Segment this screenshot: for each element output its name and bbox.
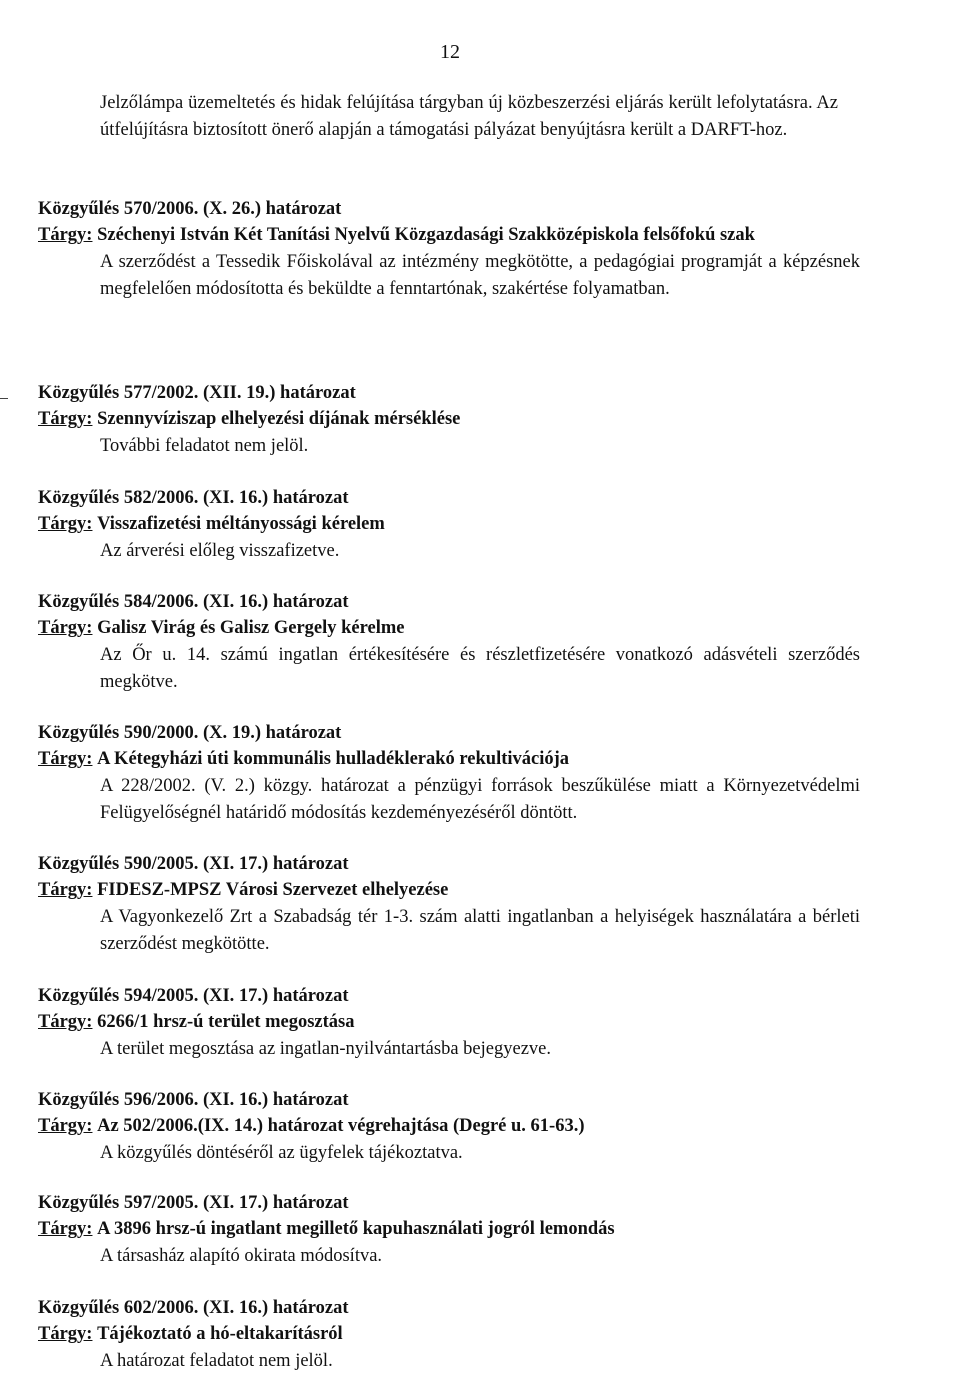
resolution-entry: [38, 485, 860, 565]
resolution-title: Közgyűlés 582/2006. (XI. 16.) határozat: [38, 488, 349, 508]
subject-label: Tárgy:: [38, 409, 93, 429]
resolution-subject: [38, 615, 860, 642]
resolution-subject: [38, 406, 860, 433]
resolution-title: Közgyűlés 602/2006. (XI. 16.) határozat: [38, 1298, 349, 1318]
resolution-body: További feladatot nem jelöl.: [100, 436, 309, 456]
resolution-subject: [38, 222, 860, 249]
resolution-title: Közgyűlés 570/2006. (X. 26.) határozat: [38, 199, 342, 219]
resolution-entry: [38, 983, 860, 1063]
resolution-title: Közgyűlés 590/2000. (X. 19.) határozat: [38, 723, 342, 743]
subject-label: Tárgy:: [38, 618, 93, 638]
resolution-body: Az árverési előleg visszafizetve.: [100, 541, 340, 561]
subject-text: Tájékoztató a hó-eltakarításról: [97, 1324, 343, 1344]
resolution-title: Közgyűlés 597/2005. (XI. 17.) határozat: [38, 1193, 349, 1213]
resolution-title: Közgyűlés 590/2005. (XI. 17.) határozat: [38, 854, 349, 874]
resolution-title: Közgyűlés 596/2006. (XI. 16.) határozat: [38, 1090, 349, 1110]
resolution-subject: [38, 1009, 860, 1036]
resolution-subject: [38, 1113, 860, 1140]
resolution-entry: [38, 1190, 860, 1270]
resolution-title: Közgyűlés 584/2006. (XI. 16.) határozat: [38, 592, 349, 612]
subject-text: Visszafizetési méltányossági kérelem: [97, 514, 385, 534]
subject-label: Tárgy:: [38, 880, 93, 900]
margin-mark: [0, 398, 8, 399]
resolution-body: A 228/2002. (V. 2.) közgy. határozat a pénzügyi források beszűkülése miatt a Környezetvédelmi Felügyelőségnél határidő módosítás kezdeményezéséről döntött.: [100, 776, 860, 823]
resolution-body: A társasház alapító okirata módosítva.: [100, 1246, 383, 1266]
subject-text: Szennyvíziszap elhelyezési díjának mérséklése: [97, 409, 461, 429]
subject-label: Tárgy:: [38, 1324, 93, 1344]
resolution-entry: [38, 720, 860, 827]
subject-label: Tárgy:: [38, 514, 93, 534]
resolution-title: Közgyűlés 594/2005. (XI. 17.) határozat: [38, 986, 349, 1006]
subject-text: A Kétegyházi úti kommunális hulladéklerakó rekultivációja: [97, 749, 570, 769]
subject-text: FIDESZ-MPSZ Városi Szervezet elhelyezése: [97, 880, 449, 900]
subject-text: Galisz Virág és Galisz Gergely kérelme: [97, 618, 405, 638]
resolution-entry: [38, 589, 860, 696]
subject-label: Tárgy:: [38, 1012, 93, 1032]
subject-text: 6266/1 hrsz-ú terület megosztása: [97, 1012, 355, 1032]
subject-text: A 3896 hrsz-ú ingatlant megillető kapuhasználati jogról lemondás: [97, 1219, 615, 1239]
resolution-body: A Vagyonkezelő Zrt a Szabadság tér 1-3. szám alatti ingatlanban a helyiségek használatára a bérleti szerződést megkötötte.: [100, 907, 860, 954]
resolution-entry: [38, 380, 860, 460]
resolution-body: A terület megosztása az ingatlan-nyilvántartásba bejegyezve.: [100, 1039, 552, 1059]
resolution-subject: [38, 1321, 860, 1348]
resolution-subject: [38, 1216, 860, 1243]
subject-label: Tárgy:: [38, 225, 93, 245]
resolution-entry: [38, 851, 860, 958]
resolution-subject: [38, 746, 860, 773]
resolution-subject: [38, 877, 860, 904]
subject-label: Tárgy:: [38, 749, 93, 769]
subject-text: Széchenyi István Két Tanítási Nyelvű Közgazdasági Szakközépiskola felsőfokú szak: [97, 225, 755, 245]
resolution-entry: [38, 1087, 860, 1167]
resolution-body: Az Őr u. 14. számú ingatlan értékesítésére és részletfizetésére vonatkozó adásvételi szerződés megkötve.: [100, 645, 860, 692]
subject-text: Az 502/2006.(IX. 14.) határozat végrehajtása (Degré u. 61-63.): [97, 1116, 585, 1136]
resolution-entry: [38, 1295, 860, 1375]
subject-label: Tárgy:: [38, 1116, 93, 1136]
resolution-subject: [38, 511, 860, 538]
resolution-body: A közgyűlés döntéséről az ügyfelek tájékoztatva.: [100, 1143, 463, 1163]
resolution-entry: [38, 196, 860, 303]
resolution-title: Közgyűlés 577/2002. (XII. 19.) határozat: [38, 383, 356, 403]
page-number: 12: [440, 41, 460, 63]
subject-label: Tárgy:: [38, 1219, 93, 1239]
resolution-body: A határozat feladatot nem jelöl.: [100, 1351, 333, 1371]
intro-paragraph: Jelzőlámpa üzemeltetés és hidak felújítása tárgyban új közbeszerzési eljárás került lefolytatásra. Az útfelújításra biztosított önerő alapján a támogatási pályázat benyújtásra került a DARFT-hoz.: [100, 93, 838, 140]
resolution-body: A szerződést a Tessedik Főiskolával az intézmény megkötötte, a pedagógiai programját a képzésnek megfelelően módosította és beküldte a fenntartónak, szakértése folyamatban.: [100, 252, 860, 299]
